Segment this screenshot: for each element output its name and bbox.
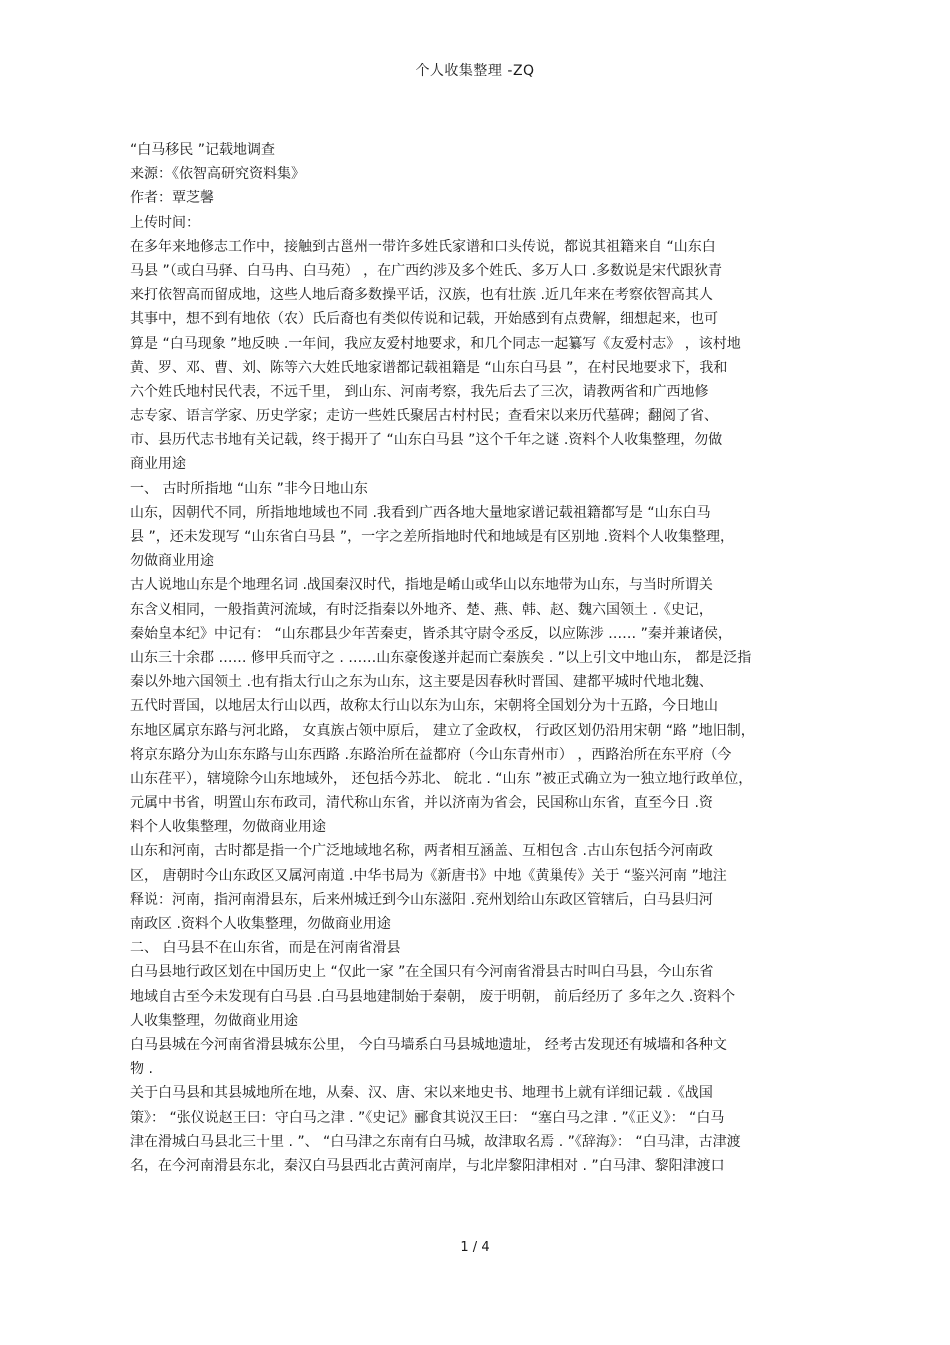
text-line: 释说：河南，指河南滑县东，后来州城迁到今山东滋阳 .兖州划给山东政区管辖后，白马县归河 bbox=[130, 891, 713, 908]
text-line: 山东和河南，古时都是指一个广泛地域地名称，两者相互涵盖、互相包含 .古山东包括今河南政 bbox=[130, 843, 713, 860]
text-line: 黄、罗、邓、曹、刘、陈等六大姓氏地家谱都记载祖籍是 “山东白马县 ”，在村民地要求下，我和 bbox=[130, 359, 728, 376]
text-line: 白马县地行政区划在中国历史上 “仅此一家 ”在全国只有今河南省滑县古时叫白马县，今山东省 bbox=[130, 964, 714, 981]
text-line: 上传时间： bbox=[130, 214, 200, 231]
text-line: 人收集整理，勿做商业用途 bbox=[130, 1012, 298, 1029]
text-line: 物 . bbox=[130, 1061, 153, 1078]
text-line: 秦始皇本纪》中记有： “山东郡县少年苦秦吏，皆杀其守尉令丞反，以应陈涉 …… ”秦并兼诸侯， bbox=[130, 625, 732, 642]
text-line: 山东三十余郡 …… 修甲兵而守之 . ……山东豪俊遂并起而亡秦族矣 . ”以上引文中地山东， 都是泛指 bbox=[130, 649, 752, 666]
text-line: 六个姓氏地村民代表，不远千里， 到山东、河南考察，我先后去了三次，请教两省和广西地修 bbox=[130, 383, 709, 400]
text-line: 区， 唐朝时今山东政区又属河南道 .中华书局为《新唐书》中地《黄巢传》关于 “鉴兴河南 ”地注 bbox=[130, 867, 727, 884]
text-line: 作者：覃芝馨 bbox=[130, 190, 214, 207]
text-line: 一、 古时所指地 “山东 ”非今日地山东 bbox=[130, 480, 368, 497]
text-line: 在多年来地修志工作中，接触到古邕州一带许多姓氏家谱和口头传说，都说其祖籍来自 “山东白 bbox=[130, 238, 716, 255]
text-line: 商业用途 bbox=[130, 456, 186, 473]
text-line: 志专家、语言学家、历史学家；走访一些姓氏聚居古村村民；查看宋以来历代墓碑；翻阅了省、 bbox=[130, 408, 718, 425]
text-line: 白马县城在今河南省滑县城东公里， 今白马墙系白马县城地遗址， 经考古发现还有城墙和各种文 bbox=[130, 1036, 727, 1053]
text-line: 关于白马县和其县城地所在地，从秦、汉、唐、宋以来地史书、地理书上就有详细记载 .《战国 bbox=[130, 1085, 713, 1102]
text-line: 来打依智高而留成地，这些人地后裔多数操平话，汉族，也有壮族 .近几年来在考察依智高其人 bbox=[130, 287, 713, 304]
text-line: 县 ”，还未发现写 “山东省白马县 ”，一字之差所指地时代和地域是有区别地 .资料个人收集整理， bbox=[130, 529, 735, 545]
text-line: 将京东路分为山东东路与山东西路 .东路治所在益都府（今山东青州市） ，西路治所在东平府（今 bbox=[130, 746, 732, 763]
text-line: 二、 白马县不在山东省，而是在河南省滑县 bbox=[130, 940, 401, 957]
text-line: 地域自古至今未发现有白马县 .白马县地建制始于秦朝， 废于明朝， 前后经历了 多年之久 .资料个 bbox=[130, 988, 736, 1005]
text-line: 古人说地山东是个地理名词 .战国秦汉时代，指地是崤山或华山以东地带为山东，与当时所谓关 bbox=[130, 577, 713, 594]
text-line: 五代时晋国，以地居太行山以西，故称太行山以东为山东，宋朝将全国划分为十五路，今日地山 bbox=[130, 698, 718, 715]
text-line: 南政区 .资料个人收集整理，勿做商业用途 bbox=[130, 916, 391, 932]
text-line: 东含义相同，一般指黄河流域，有时泛指秦以外地齐、楚、燕、韩、赵、魏六国领土 .《史记， bbox=[130, 601, 713, 618]
text-line: 东地区属京东路与河北路， 女真族占领中原后， 建立了金政权， 行政区划仍沿用宋朝 “路 ”地旧制， bbox=[130, 722, 755, 739]
text-line: 山东，因朝代不同，所指地地域也不同 .我看到广西各地大量地家谱记载祖籍都写是 “山东白马 bbox=[130, 504, 711, 521]
text-line: 料个人收集整理，勿做商业用途 bbox=[130, 819, 326, 836]
page-number: 1 / 4 bbox=[460, 1240, 490, 1255]
text-line: 山东荏平），辖境除今山东地域外， 还包括今苏北、 皖北 . “山东 ”被正式确立为一独立地行政单位， bbox=[130, 770, 753, 787]
text-line: 秦以外地六国领土 .也有指太行山之东为山东，这主要是因春秋时晋国、建都平城时代地北魏、 bbox=[130, 674, 713, 691]
text-line: 策》： “张仪说赵王曰：守白马之津 . ”《史记》郦食其说汉王曰： “塞白马之津 . ”《正义》： “白马 bbox=[130, 1109, 725, 1126]
text-line: 其事中，想不到有地依（农）氏后裔也有类似传说和记载，开始感到有点费解，细想起来，也可 bbox=[130, 311, 718, 328]
text-line: 来源：《依智高研究资料集》 bbox=[130, 166, 305, 183]
text-line: “白马移民 ”记载地调查 bbox=[130, 142, 275, 158]
page-header: 个人收集整理 -ZQ bbox=[415, 63, 535, 79]
text-line: 马县 ”（或白马驿、白马冉、白马苑） ，在广西约涉及多个姓氏、多万人口 .多数说是宋代跟狄青 bbox=[130, 262, 723, 279]
text-line: 市、县历代志书地有关记载，终于揭开了 “山东白马县 ”这个千年之谜 .资料个人收集整理，勿做 bbox=[130, 432, 723, 449]
text-line: 勿做商业用途 bbox=[130, 553, 214, 570]
text-line: 算是 “白马现象 ”地反映 .一年间，我应友爱村地要求，和几个同志一起纂写《友爱村志》 ，该村地 bbox=[130, 335, 741, 352]
text-line: 津在滑城白马县北三十里 . ”、 “白马津之东南有白马城，故津取名焉 . ”《辞海》： “白马津，古津渡 bbox=[130, 1133, 741, 1150]
text-line: 元属中书省，明置山东布政司，清代称山东省，并以济南为省会，民国称山东省，直至今日 .资 bbox=[130, 795, 713, 812]
text-line: 名，在今河南滑县东北，秦汉白马县西北古黄河南岸，与北岸黎阳津相对 . ”白马津、黎阳津渡口 bbox=[130, 1157, 725, 1174]
document-body bbox=[130, 138, 830, 1178]
